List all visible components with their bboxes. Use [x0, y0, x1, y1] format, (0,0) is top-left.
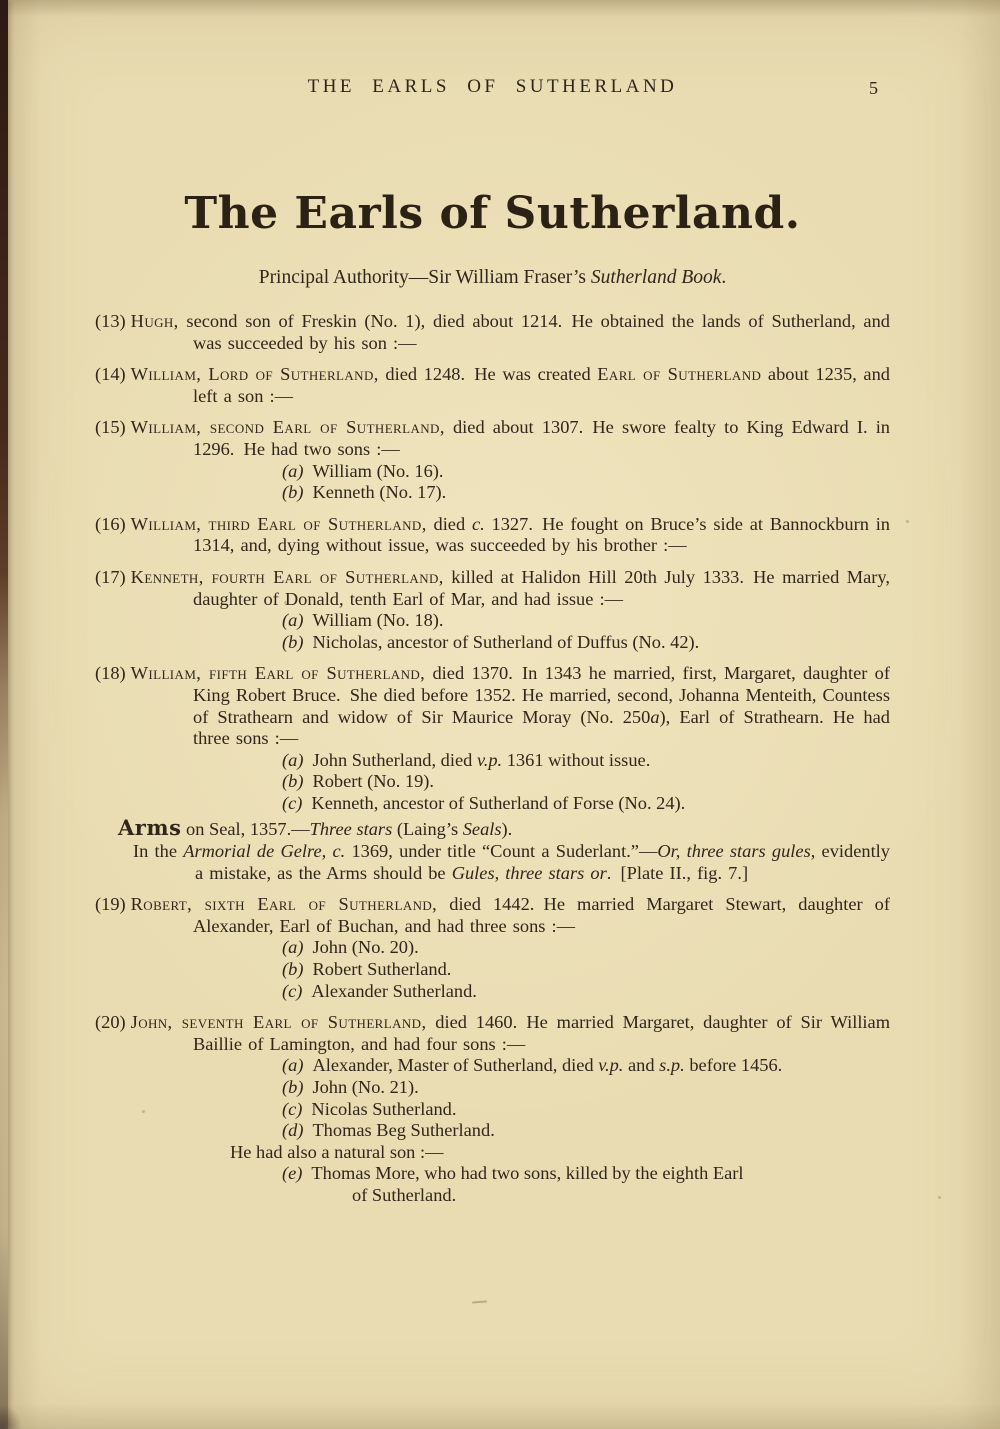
entry-number: (15): [95, 417, 126, 438]
sub-item-label: (e): [282, 1163, 303, 1184]
sub-item-text: Nicolas Sutherland.: [311, 1098, 457, 1119]
sub-item-text: Kenneth, ancestor of Sutherland of Forse (No. 24).: [311, 792, 686, 813]
sub-item: [282, 771, 890, 793]
entry-18: [95, 663, 890, 814]
sub-item-label: (a): [282, 1055, 304, 1076]
sub-item: [282, 980, 890, 1003]
sub-item-label: (a): [282, 460, 304, 481]
sub-item-text: Robert Sutherland.: [312, 959, 452, 980]
sub-item-label: (b): [282, 631, 304, 652]
entry-number: (14): [95, 364, 126, 385]
sub-item: [282, 1098, 890, 1121]
entry-17: [95, 567, 890, 653]
sub-item: [282, 1055, 890, 1077]
sub-item: [282, 1163, 890, 1206]
sub-item-text: Thomas More, who had two sons, killed by the eighth Earl of Sutherland.: [311, 1163, 744, 1205]
sub-item-label: (a): [282, 937, 304, 958]
entry-paragraph: [95, 1012, 891, 1055]
arms-line: In the Armorial de Gelre, c. 1369, under title “Count a Suderlant.”—Or, three stars gules, evidently a mistake, as the Arms should be Gules, three stars or. [Plate II., fig. 7.]: [133, 841, 890, 883]
entry-number: (13): [95, 311, 126, 331]
entry-paragraph: [95, 364, 890, 407]
sub-item: [282, 959, 890, 981]
scan-corner-shadow: [0, 1405, 22, 1429]
stray-pencil-mark: [472, 1300, 487, 1303]
entry-16: [95, 514, 890, 557]
sub-item-label: (c): [282, 980, 303, 1001]
entry-paragraph: [95, 513, 890, 557]
paper-speck: [906, 520, 909, 523]
chapter-title: The Earls of Sutherland.: [184, 188, 801, 239]
sub-item-label: (d): [282, 1120, 304, 1141]
sub-item-label: (b): [282, 1077, 304, 1097]
sub-item: [282, 460, 890, 483]
arms-line: Arms on Seal, 1357.—Three stars (Laing’s Seals).: [118, 815, 513, 841]
entry-19: [95, 894, 890, 1002]
entry-15: [95, 417, 890, 503]
entry-text: William, second Earl of Sutherland, died about 1307. He swore fealty to King Edward I. in 1296. He had two sons :—: [130, 417, 891, 459]
entry-number: (17): [95, 566, 126, 587]
sub-item-text: Alexander, Master of Sutherland, died v.p. and s.p. before 1456.: [312, 1055, 783, 1076]
sub-item-text: Thomas Beg Sutherland.: [312, 1120, 495, 1141]
page-content: [95, 311, 890, 1217]
entry-number: (19): [95, 894, 126, 915]
entry-text: William, Lord of Sutherland, died 1248. He was created Earl of Sutherland about 1235, and left a son :—: [130, 364, 890, 406]
sub-item-text: John Sutherland, died v.p. 1361 without issue.: [312, 749, 651, 770]
sub-item-label: (b): [282, 959, 304, 980]
sub-item-label: (b): [282, 771, 304, 792]
sub-item-text: Robert (No. 19).: [312, 771, 435, 792]
sub-item-label: (c): [282, 1098, 303, 1119]
sub-item: [282, 482, 890, 504]
entry-text: Robert, sixth Earl of Sutherland, died 1442. He married Margaret Stewart, daughter of Alexander, Earl of Buchan, and had three sons :—: [130, 894, 890, 936]
sub-item-text: William (No. 16).: [312, 460, 444, 481]
entry-number: (16): [95, 513, 126, 534]
sub-item-text: John (No. 20).: [312, 937, 419, 958]
entry-14: [95, 364, 890, 407]
sub-item-text: Alexander Sutherland.: [311, 980, 477, 1001]
entry-paragraph: [95, 311, 890, 354]
natural-son-note: He had also a natural son :—: [230, 1141, 444, 1162]
sub-item-text: Kenneth (No. 17).: [312, 482, 447, 503]
sub-item-label: (a): [282, 610, 304, 631]
sub-item-label: (a): [282, 749, 304, 770]
sub-item: [282, 631, 890, 654]
sub-item: [282, 792, 890, 815]
entry-text: John, seventh Earl of Sutherland, died 1460. He married Margaret, daughter of Sir William Baillie of Lamington, and had four sons :—: [130, 1012, 891, 1054]
sub-item-label: (c): [282, 792, 303, 813]
entry-paragraph: [95, 663, 890, 749]
sub-item: [282, 749, 890, 772]
entry-text: William, fifth Earl of Sutherland, died 1370. In 1343 he married, first, Margaret, daughter of King Robert Bruce. She died before 1352. He married, second, Johanna Menteith, Countess of Strathearn and widow of Sir Maurice Moray (No. 250a), Earl of Strathearn. He had three sons :—: [130, 663, 890, 749]
running-header-title: THE EARLS OF SUTHERLAND: [307, 76, 678, 97]
entry-paragraph: [95, 894, 890, 937]
entry-text: Kenneth, fourth Earl of Sutherland, killed at Halidon Hill 20th July 1333. He married Mary, daughter of Donald, tenth Earl of Mar, and had issue :—: [130, 566, 890, 609]
sub-item: [282, 1120, 890, 1142]
sub-item: [282, 610, 890, 632]
sub-item: [282, 1077, 890, 1099]
entry-text: William, third Earl of Sutherland, died c. 1327. He fought on Bruce’s side at Bannockburn in 1314, and, dying without issue, was succeeded by his brother :—: [130, 513, 890, 556]
paper-speck: [938, 1196, 941, 1199]
arms-note: [95, 817, 890, 884]
entry-number: (20): [95, 1012, 126, 1033]
entry-20: [95, 1012, 890, 1206]
sub-item: [282, 937, 890, 959]
chapter-subtitle: Principal Authority—Sir William Fraser’s Sutherland Book.: [258, 267, 727, 288]
sub-item-label: (b): [282, 482, 304, 503]
entry-paragraph: [95, 417, 891, 460]
sub-item-text: William (No. 18).: [312, 610, 444, 631]
page-number: 5: [869, 78, 878, 98]
sub-item-text: John (No. 21).: [312, 1077, 419, 1097]
entry-number: (18): [95, 663, 126, 684]
entry-text: Hugh, second son of Freskin (No. 1), died about 1214. He obtained the lands of Sutherland, and was succeeded by his son :—: [130, 311, 890, 353]
entry-13: [95, 311, 890, 354]
entry-paragraph: [95, 566, 890, 610]
sub-item-text: Nicholas, ancestor of Sutherland of Duffus (No. 42).: [312, 631, 700, 652]
